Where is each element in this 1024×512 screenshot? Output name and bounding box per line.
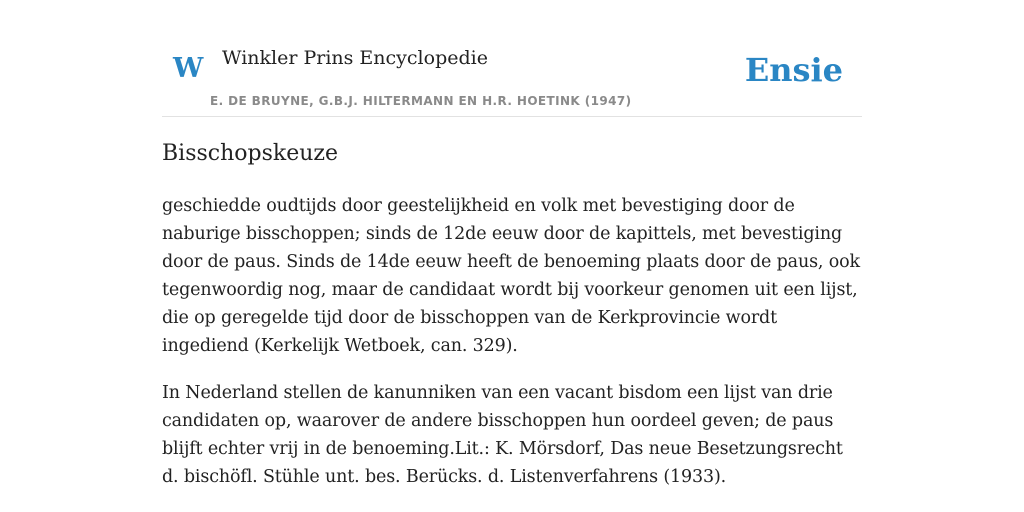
article-paragraph: geschiedde oudtijds door geestelijkheid en volk met bevestiging door de naburige bisschoppen; sinds de 12de eeuw door de kapittels, met bevestiging door de paus. Sinds de 14de eeuw heeft de benoeming plaats door de paus, ook tegenwoordig nog, maar de candidaat wordt bij voorkeur genomen uit een lijst, die op geregelde tijd door de bisschoppen van de Kerkprovincie wordt ingediend (Kerkelijk Wetboek, can. 329). — [162, 196, 860, 356]
publication-title[interactable]: Winkler Prins Encyclopedie — [222, 47, 488, 69]
page-title: Bisschopskeuze — [162, 141, 339, 166]
article-body — [162, 192, 862, 510]
publication-authors: E. DE BRUYNE, G.B.J. HILTERMANN EN H.R. HOETINK (1947) — [210, 94, 632, 108]
logo-w-icon[interactable]: W — [173, 53, 204, 84]
header — [162, 0, 862, 117]
article-paragraph: In Nederland stellen de kanunniken van een vacant bisdom een lijst van drie candidaten op, waarover de andere bisschoppen hun oordeel geven; de paus blijft echter vrij in de benoeming.Lit.: K. Mörsdorf, Das neue Besetzungsrecht d. bischöfl. Stühle unt. bes. Berücks. d. Listenverfahrens (1933). — [162, 383, 843, 487]
page — [162, 0, 862, 487]
ensie-logo[interactable]: Ensie — [744, 51, 843, 89]
